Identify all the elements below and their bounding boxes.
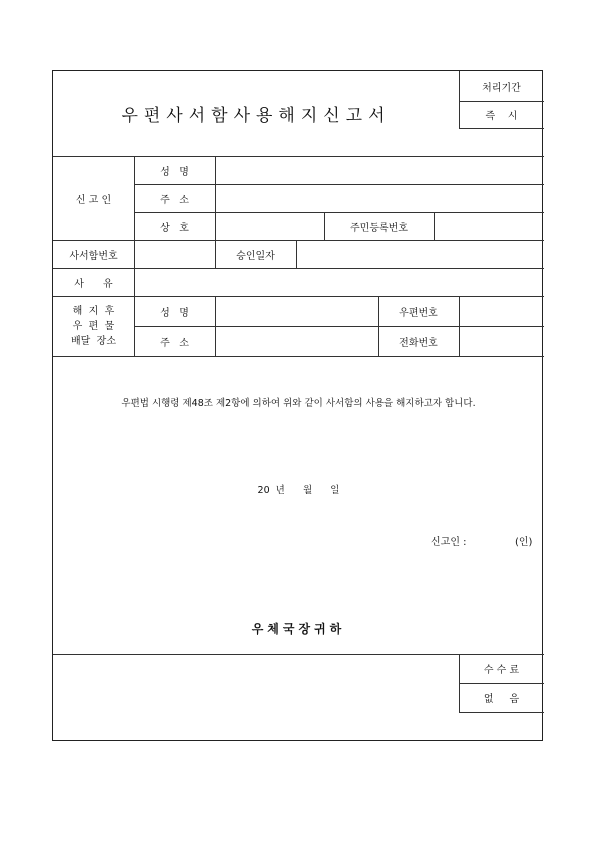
reporter-address-label: 주 소 [160,194,189,206]
delivery-group-label [53,296,134,356]
signature-label: 신고인 : [431,537,467,548]
reporter-group-label: 신 고 인 [75,194,112,206]
approval-date-field[interactable] [296,240,544,268]
seal-mark: (인) [515,537,533,548]
delivery-address-field[interactable] [215,326,378,356]
delivery-name-field[interactable] [215,296,378,326]
delivery-address-label: 주 소 [160,337,189,349]
reporter-name-label: 성 명 [160,166,189,178]
resident-number-field[interactable] [434,212,544,240]
delivery-group-label-line1: 해 지 후 [72,305,115,317]
divider [53,356,544,357]
phone-label: 전화번호 [399,337,438,349]
reporter-name-field[interactable] [215,156,544,184]
divider [459,712,544,713]
reason-field[interactable] [134,268,544,296]
po-box-number-label: 사서함번호 [69,250,118,262]
delivery-group-label-line2: 우 편 물 [72,320,115,332]
processing-period-value: 즉 시 [485,111,518,122]
phone-field[interactable] [459,326,544,356]
delivery-group-label-line3: 배달 장소 [71,335,116,347]
approval-date-label: 승인일자 [236,250,275,262]
divider [459,128,544,129]
fee-value: 없 음 [483,694,520,705]
processing-period-label: 처리기간 [482,82,521,94]
po-box-number-field[interactable] [134,240,215,268]
statement-text: 우편법 시행령 제48조 제2항에 의하여 위와 같이 사서함의 사용을 해지하고자 합니다. [121,398,476,409]
postal-code-field[interactable] [459,296,544,326]
reason-label: 사 유 [74,278,113,290]
reporter-business-field[interactable] [215,212,324,240]
delivery-name-label: 성 명 [160,307,189,319]
resident-number-label: 주민등록번호 [350,222,408,234]
reporter-address-field[interactable] [215,184,544,212]
postal-code-label: 우편번호 [399,307,438,319]
fee-label: 수 수 료 [483,665,520,676]
reporter-business-label: 상 호 [160,222,189,234]
termination-report-form [52,70,543,741]
date-line: 20 년 월 일 [257,485,340,496]
addressee: 우체국장귀하 [251,622,346,636]
form-title: 우편사서함사용해지신고서 [121,106,391,126]
